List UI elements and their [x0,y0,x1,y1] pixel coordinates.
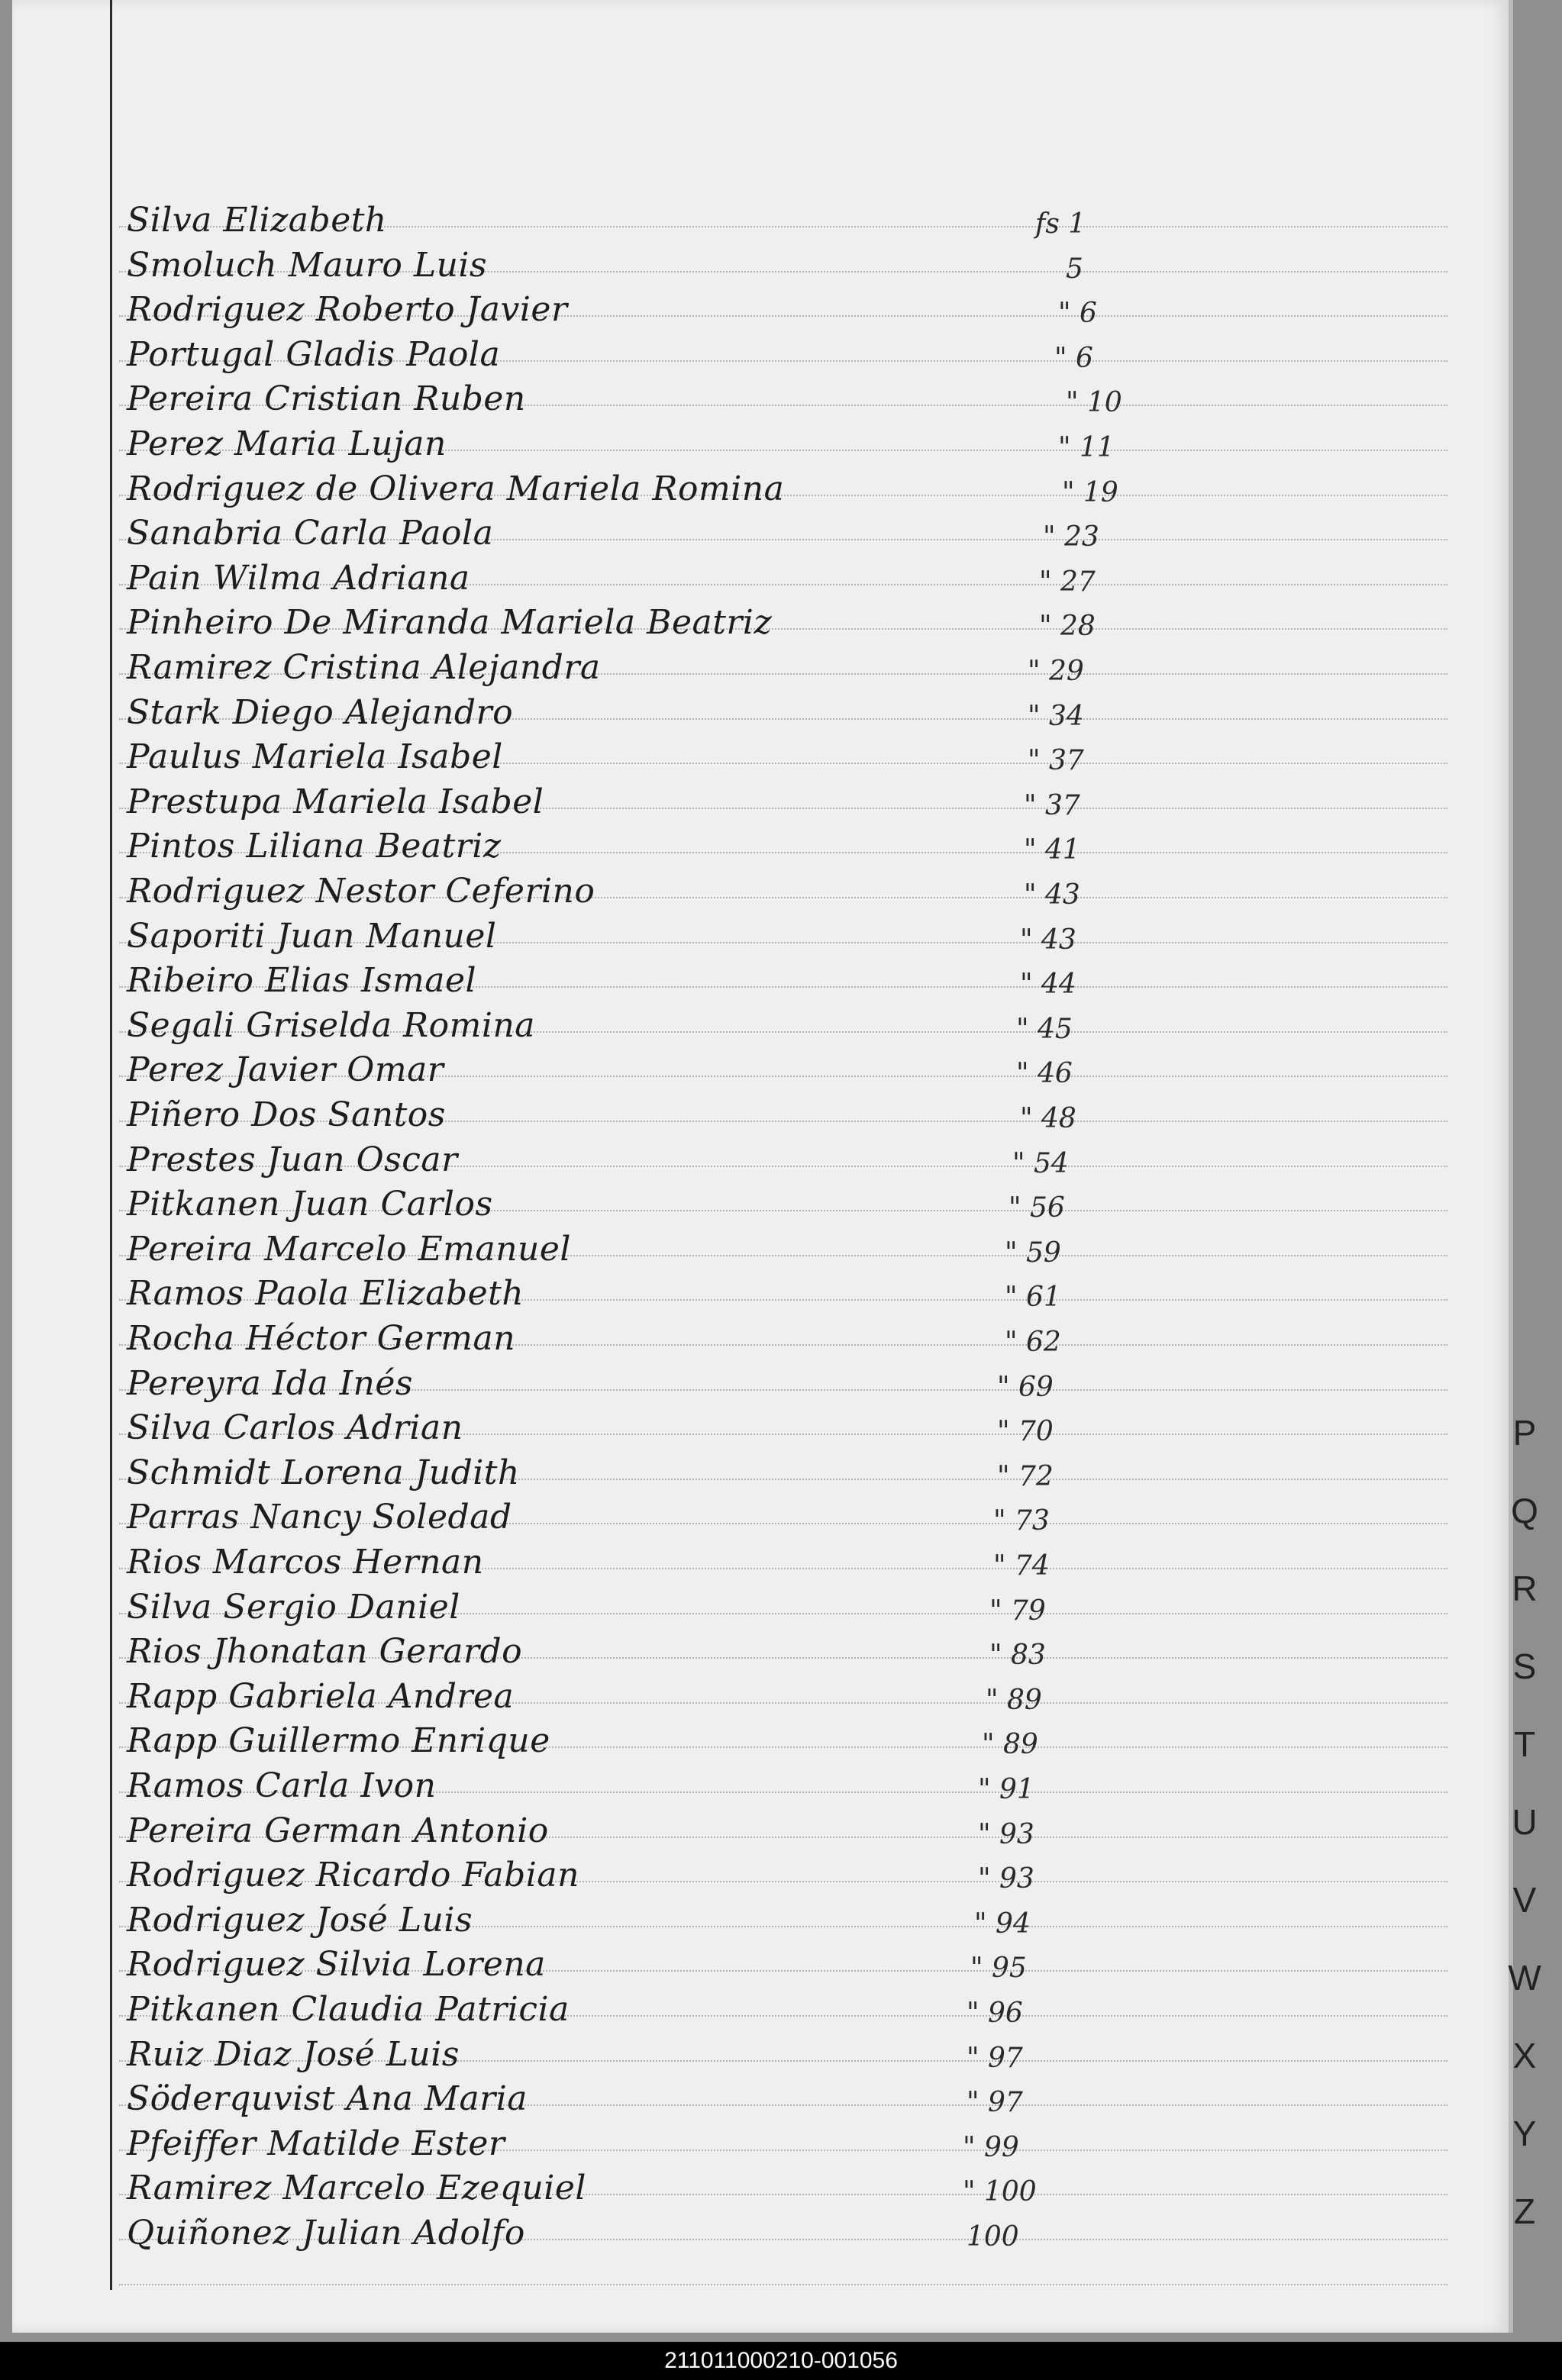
entry-name: Pintos Liliana Beatriz [127,827,502,866]
register-entry [127,599,1348,643]
entry-name: Pfeiffer Matilde Ester [127,2124,505,2163]
index-letter: X [1512,2036,1537,2075]
entry-name: Stark Diego Alejandro [127,692,514,732]
entry-name: Pinheiro De Miranda Mariela Beatriz [127,603,773,643]
register-entry [127,1494,1348,1538]
register-entry [127,421,1348,465]
entry-name: Silva Elizabeth [127,201,387,240]
entry-folio: " 74 [993,1550,1050,1582]
entry-name: Silva Sergio Daniel [127,1587,460,1627]
entry-name: Schmidt Lorena Judith [127,1453,520,1492]
register-page [12,0,1541,2333]
rule-line [119,2284,1447,2285]
entry-name: Rios Jhonatan Gerardo [127,1632,523,1672]
index-letter: R [1512,1569,1538,1608]
entry-folio: " 46 [1016,1058,1073,1090]
entry-name: Söderquvist Ana Maria [127,2079,528,2119]
entry-folio: " 89 [982,1729,1038,1761]
register-entry [127,1137,1348,1181]
entry-name: Segali Griselda Romina [127,1005,536,1045]
register-entry [127,1046,1348,1091]
register-entry [127,242,1348,286]
entry-folio: " 56 [1009,1192,1065,1224]
register-entry [127,644,1348,689]
entry-folio: " 34 [1028,700,1084,732]
entry-name: Pitkanen Claudia Patricia [127,1990,570,2029]
register-entry [127,1181,1348,1225]
entry-folio: " 54 [1012,1147,1069,1179]
entry-folio: " 91 [978,1774,1034,1805]
register-entry [127,734,1348,778]
entry-name: Ramos Paola Elizabeth [127,1274,524,1314]
register-entry [127,1270,1348,1314]
register-entry [127,868,1348,912]
index-letter: P [1512,1413,1537,1453]
entry-name: Prestes Juan Oscar [127,1140,458,1179]
register-entry [127,2210,1348,2254]
entry-folio: " 93 [978,1863,1034,1895]
entry-folio: " 94 [974,1908,1031,1940]
entry-name: Saporiti Juan Manuel [127,916,497,956]
register-entry [127,1897,1348,1941]
entry-name: Ramirez Cristina Alejandra [127,648,601,687]
entry-name: Rapp Gabriela Andrea [127,1676,515,1716]
entry-name: Pereyra Ida Inés [127,1363,413,1403]
entry-folio: " 97 [967,2087,1023,2119]
register-entry [127,1360,1348,1404]
entry-name: Pereira Marcelo Emanuel [127,1229,571,1269]
entry-folio: " 10 [1066,387,1122,419]
entry-name: Quiñonez Julian Adolfo [127,2214,525,2253]
register-entry [127,689,1348,734]
entry-name: Rodriguez Ricardo Fabian [127,1856,579,1895]
entry-folio: " 6 [1058,298,1097,330]
register-entry [127,1450,1348,1494]
entry-folio: " 99 [963,2131,1019,2163]
entry-folio: " 48 [1020,1103,1076,1134]
register-entry [127,331,1348,376]
register-entry [127,197,1348,241]
register-entry [127,1628,1348,1672]
entry-folio: " 43 [1024,879,1080,911]
entry-name: Smoluch Mauro Luis [127,245,488,285]
index-letter: V [1512,1880,1537,1920]
register-entry [127,2075,1348,2120]
entry-folio: " 43 [1020,924,1076,956]
entry-name: Ruiz Diaz José Luis [127,2034,460,2074]
register-entry [127,376,1348,420]
register-entry [127,1539,1348,1583]
register-entry [127,1762,1348,1807]
entry-name: Prestupa Mariela Isabel [127,782,544,821]
entry-folio: 5 [1066,253,1083,285]
entry-folio: " 23 [1043,521,1099,553]
entry-name: Sanabria Carla Paola [127,514,494,553]
entry-folio: " 70 [997,1416,1054,1448]
document-id: 211011000210-001056 [664,2348,898,2373]
register-entry [127,1673,1348,1717]
entry-folio: " 41 [1024,834,1080,866]
register-entry [127,1226,1348,1270]
entry-folio: " 37 [1024,789,1080,821]
register-entry [127,913,1348,957]
entry-folio: 100 [967,2221,1019,2253]
entry-folio: " 69 [997,1371,1054,1403]
entry-folio: " 6 [1054,342,1093,374]
register-entry [127,466,1348,510]
entry-name: Rocha Héctor German [127,1319,516,1358]
register-entry [127,1852,1348,1896]
entry-name: Portugal Gladis Paola [127,334,501,374]
register-entry [127,823,1348,867]
entry-folio: " 45 [1016,1013,1073,1045]
register-entry [127,2120,1348,2165]
entry-folio: " 62 [1005,1327,1061,1358]
entry-folio: " 96 [967,1998,1023,2029]
entry-name: Rios Marcos Hernan [127,1543,484,1582]
register-entry [127,1002,1348,1046]
register-entry [127,286,1348,331]
index-letter: Z [1513,2191,1536,2231]
register-entry [127,1717,1348,1762]
entry-folio: " 37 [1028,745,1084,777]
index-letter: W [1508,1958,1541,1998]
entry-name: Rapp Guillermo Enrique [127,1721,550,1761]
register-entry [127,779,1348,823]
entry-name: Rodriguez José Luis [127,1900,473,1940]
register-entry [127,1941,1348,1985]
entry-folio: " 27 [1039,566,1096,598]
entry-folio: " 44 [1020,969,1076,1001]
entry-folio: " 97 [967,2042,1023,2074]
entry-name: Pereira Cristian Ruben [127,379,526,419]
register-entry [127,1315,1348,1359]
entry-folio: " 79 [989,1595,1046,1627]
register-entry [127,2031,1348,2075]
entry-folio: " 28 [1039,611,1096,643]
register-entry [127,2165,1348,2209]
margin-line [110,0,112,2290]
entry-folio: " 89 [986,1684,1042,1716]
register-entry [127,510,1348,554]
entry-folio: " 83 [989,1640,1046,1672]
entry-folio: " 61 [1005,1282,1061,1314]
entry-folio: " 95 [970,1953,1027,1985]
index-letter: T [1513,1724,1536,1764]
entry-folio: " 19 [1062,476,1118,508]
entry-name: Ramos Carla Ivon [127,1766,437,1805]
register-entry [127,1584,1348,1628]
entry-folio: fs 1 [1035,208,1086,240]
entry-folio: " 29 [1028,656,1084,687]
entry-folio: " 93 [978,1818,1034,1850]
entry-name: Piñero Dos Santos [127,1095,446,1134]
entry-name: Pain Wilma Adriana [127,558,470,598]
register-entry [127,555,1348,599]
entry-name: Silva Carlos Adrian [127,1408,463,1448]
index-letter: Q [1511,1491,1538,1530]
entry-name: Pitkanen Juan Carlos [127,1185,493,1224]
entry-folio: " 72 [997,1460,1054,1492]
register-entry [127,1404,1348,1449]
index-letter: Y [1512,2114,1537,2153]
index-letter: U [1512,1802,1538,1842]
entry-name: Rodriguez Silvia Lorena [127,1945,546,1985]
entry-folio: " 11 [1058,432,1115,463]
entry-folio: " 59 [1005,1237,1061,1269]
entry-name: Paulus Mariela Isabel [127,737,503,777]
index-letter: S [1512,1646,1537,1686]
register-entry [127,1092,1348,1136]
register-entry [127,957,1348,1001]
register-entry [127,1808,1348,1852]
entry-name: Rodriguez de Olivera Mariela Romina [127,469,785,508]
entry-name: Perez Javier Omar [127,1050,444,1090]
entry-name: Pereira German Antonio [127,1811,549,1850]
entry-name: Rodriguez Roberto Javier [127,290,568,330]
entry-name: Ribeiro Elias Ismael [127,961,477,1001]
entry-name: Perez Maria Lujan [127,424,447,463]
entry-folio: " 100 [963,2176,1037,2208]
entry-folio: " 73 [993,1505,1050,1537]
caption-bar [0,2342,1562,2380]
register-entry [127,1986,1348,2030]
entry-name: Ramirez Marcelo Ezequiel [127,2169,586,2208]
entry-name: Rodriguez Nestor Ceferino [127,872,595,911]
entry-name: Parras Nancy Soledad [127,1498,512,1537]
